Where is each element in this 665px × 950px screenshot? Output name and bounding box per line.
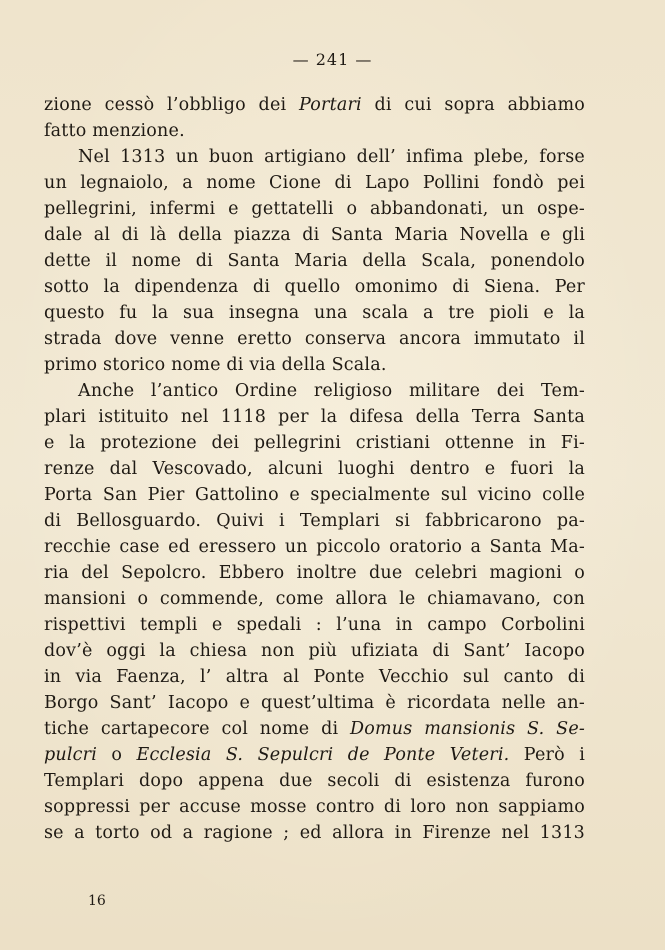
text-line [44, 196, 585, 222]
text-line [44, 534, 585, 560]
text-run: tiche cartapecore col nome di [44, 719, 351, 739]
text-run: o [97, 745, 137, 765]
text-run: questo fu la sua insegna una scala a tre pioli e la [44, 303, 585, 323]
text-line [44, 482, 585, 508]
text-run: dov’è oggi la chiesa non più ufiziata di Sant’ Iacopo [44, 641, 585, 661]
text-line [44, 378, 585, 404]
text-run: Templari dopo appena due secoli di esistenza furono [44, 771, 585, 791]
text-line [44, 144, 585, 170]
italic-text-run: Domus mansionis S. Se- [350, 719, 585, 739]
text-run: di Bellosguardo. Quivi i Templari si fabbricarono pa- [44, 511, 585, 531]
text-line [44, 404, 585, 430]
page-footer-signature: 16 [88, 893, 106, 909]
text-run: soppressi per accuse mosse contro di loro non sappiamo [44, 797, 585, 817]
italic-text-run: pulcri [44, 745, 98, 765]
text-line [44, 274, 585, 300]
text-line [44, 768, 585, 794]
text-run: e la protezione dei pellegrini cristiani ottenne in Fi- [44, 433, 585, 453]
text-line [44, 326, 585, 352]
text-run: dette il nome di Santa Maria della Scala, ponendolo [44, 251, 585, 271]
text-line [44, 222, 585, 248]
text-run: se a torto od a ragione ; ed allora in Firenze nel 1313 [44, 823, 585, 843]
text-line [44, 664, 585, 690]
text-line [44, 690, 585, 716]
text-line [44, 794, 585, 820]
text-line [44, 92, 585, 118]
text-line [44, 300, 585, 326]
text-run: renze dal Vescovado, alcuni luoghi dentro e fuori la [44, 459, 585, 479]
text-run: pellegrini, infermi e gettatelli o abbandonati, un ospe- [44, 199, 585, 219]
text-line [44, 508, 585, 534]
italic-text-run: Ecclesia S. Sepulcri de Ponte Veteri. [136, 745, 510, 765]
italic-text-run: Portari [299, 95, 362, 115]
text-line [44, 352, 585, 378]
page-header-number: — 241 — [292, 50, 373, 69]
text-run: Nel 1313 un buon artigiano dell’ infima plebe, forse [78, 147, 585, 167]
text-line [44, 456, 585, 482]
text-run: primo storico nome di via della Scala. [44, 355, 387, 375]
text-run: zione cessò l’obbligo dei [44, 95, 300, 115]
text-run: rispettivi templi e spedali : l’una in campo Corbolini [44, 615, 585, 635]
text-line [44, 118, 585, 144]
text-run: Però i [509, 745, 586, 765]
text-line [44, 430, 585, 456]
text-line [44, 820, 585, 846]
text-line [44, 716, 585, 742]
text-run: mansioni o commende, come allora le chiamavano, con [44, 589, 585, 609]
text-run: dale al di là della piazza di Santa Maria Novella e gli [44, 225, 585, 245]
text-line [44, 742, 585, 768]
text-run: plari istituito nel 1118 per la difesa della Terra Santa [44, 407, 585, 427]
text-run: strada dove venne eretto conserva ancora immutato il [44, 329, 585, 349]
text-run: Porta San Pier Gattolino e specialmente sul vicino colle [44, 485, 585, 505]
text-run: Anche l’antico Ordine religioso militare dei Tem- [78, 381, 585, 401]
text-run: di cui sopra abbiamo [361, 95, 586, 115]
text-run: fatto menzione. [44, 121, 185, 141]
text-line [44, 170, 585, 196]
text-run: un legnaiolo, a nome Cione di Lapo Pollini fondò pei [44, 173, 585, 193]
text-line [44, 638, 585, 664]
text-line [44, 612, 585, 638]
text-run: Borgo Sant’ Iacopo e quest’ultima è ricordata nelle an- [44, 693, 585, 713]
text-run: recchie case ed eressero un piccolo oratorio a Santa Ma- [44, 537, 585, 557]
text-run: in via Faenza, l’ altra al Ponte Vecchio sul canto di [44, 667, 585, 687]
text-line [44, 248, 585, 274]
text-line [44, 586, 585, 612]
text-run: ria del Sepolcro. Ebbero inoltre due celebri magioni o [44, 563, 585, 583]
text-run: sotto la dipendenza di quello omonimo di Siena. Per [44, 277, 585, 297]
text-line [44, 560, 585, 586]
